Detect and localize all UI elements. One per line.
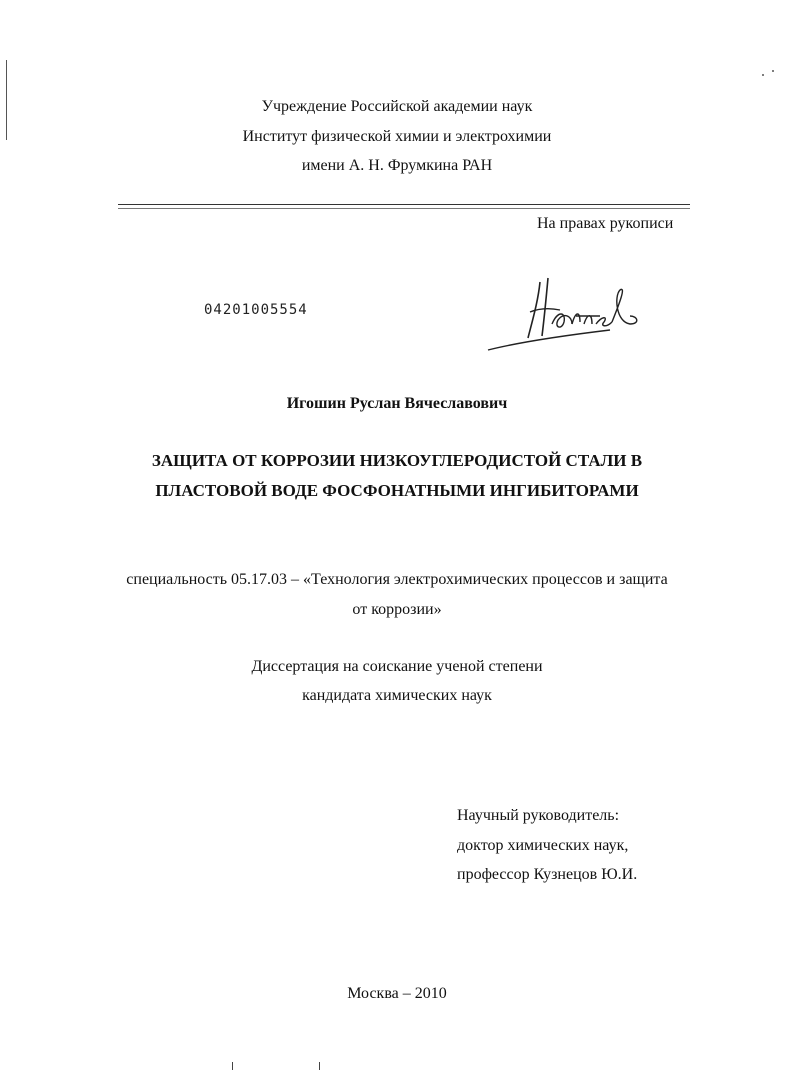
city-year: Москва – 2010: [347, 985, 447, 1002]
supervisor-degree: доктор химических наук,: [457, 837, 629, 854]
degree-line-1: Диссертация на соискание ученой степени: [251, 658, 543, 675]
scan-tick: [232, 1062, 233, 1070]
scan-tick: [319, 1062, 320, 1070]
institution-line-1: Учреждение Российской академии наук: [261, 98, 533, 115]
supervisor-label: Научный руководитель:: [457, 807, 620, 824]
dissertation-title-line-2: ПЛАСТОВОЙ ВОДЕ ФОСФОНАТНЫМИ ИНГИБИТОРАМИ: [155, 481, 639, 500]
dissertation-title-line-1: ЗАЩИТА ОТ КОРРОЗИИ НИЗКОУГЛЕРОДИСТОЙ СТАЛИ В: [151, 451, 643, 470]
author-name: Игошин Руслан Вячеславович: [286, 395, 508, 412]
supervisor-name: профессор Кузнецов Ю.И.: [457, 866, 638, 883]
rights-note: На правах рукописи: [537, 215, 674, 232]
header-rule-secondary: [118, 208, 690, 209]
header-rule: [118, 204, 690, 205]
registration-number: 04201005554: [204, 302, 308, 318]
specialty-line-2: от коррозии»: [352, 601, 442, 618]
degree-line-2: кандидата химических наук: [302, 687, 492, 704]
institution-line-2: Институт физической химии и электрохимии: [242, 128, 552, 145]
specialty-line-1: специальность 05.17.03 – «Технология электрохимических процессов и защита: [126, 571, 668, 588]
signature: [480, 272, 650, 356]
institution-line-3: имени А. Н. Фрумкина РАН: [301, 157, 493, 174]
scan-dot: [772, 70, 774, 72]
scan-dot: [762, 74, 764, 76]
